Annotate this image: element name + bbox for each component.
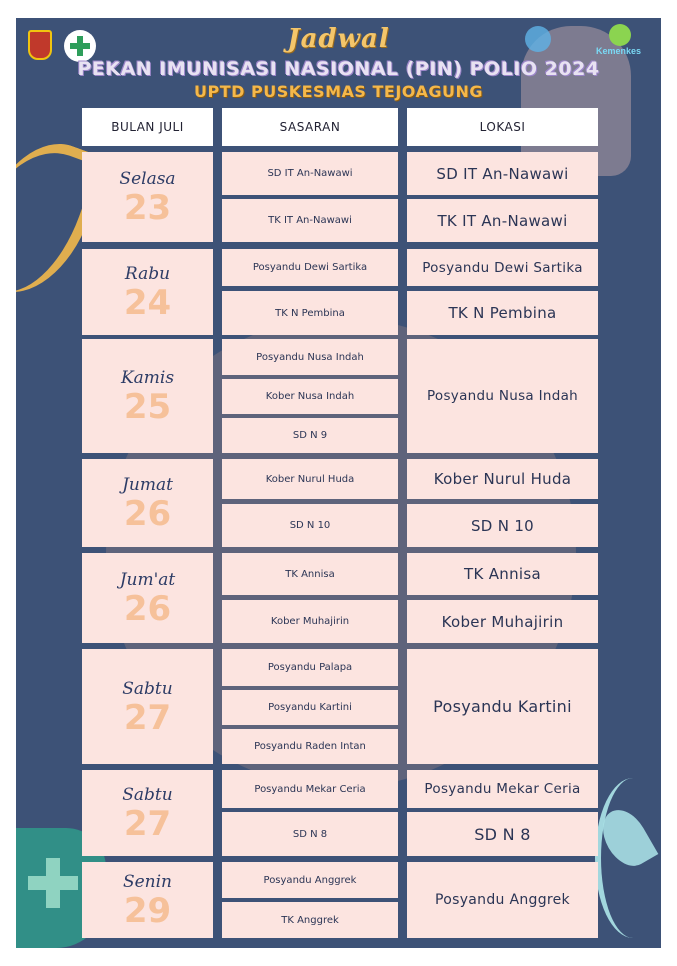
day-date: 26 [123,494,172,534]
day-name: Sabtu [122,785,173,805]
lokasi-cell: SD IT An-Nawawi [407,152,598,195]
lokasi-cell: Posyandu Nusa Indah [407,339,598,453]
lokasi-cell: Posyandu Kartini [407,649,598,764]
lokasi-cell: TK IT An-Nawawi [407,199,598,242]
day-name: Selasa [119,169,176,189]
sub-title: UPTD PUSKESMAS TEJOAGUNG [194,82,483,101]
sasaran-cell: Posyandu Raden Intan [222,729,398,764]
sasaran-cell: TK Annisa [222,553,398,595]
sasaran-cell: Posyandu Nusa Indah [222,339,398,375]
day-name: Jumat [122,475,173,495]
sasaran-cell: TK N Pembina [222,291,398,335]
day-date: 23 [123,188,172,228]
day-date: 27 [123,804,172,844]
sasaran-cell: SD N 8 [222,812,398,856]
lokasi-cell: TK Annisa [407,553,598,595]
lokasi-cell: Posyandu Anggrek [407,862,598,938]
lokasi-cell: TK N Pembina [407,291,598,335]
column-header-lokasi: LOKASI [407,108,598,146]
column-header-month: BULAN JULI [82,108,213,146]
day-name: Rabu [124,264,171,284]
day-name: Jum'at [119,570,176,590]
day-cell [82,649,213,764]
sasaran-cell: Posyandu Mekar Ceria [222,770,398,808]
lokasi-cell: Posyandu Dewi Sartika [407,249,598,286]
plus-icon [28,876,78,890]
sasaran-cell: SD N 9 [222,418,398,453]
lokasi-cell: SD N 8 [407,812,598,856]
lokasi-cell: Posyandu Mekar Ceria [407,770,598,808]
day-date: 25 [123,387,172,427]
sasaran-cell: TK IT An-Nawawi [222,199,398,242]
sasaran-cell: TK Anggrek [222,902,398,938]
sasaran-cell: Posyandu Dewi Sartika [222,249,398,286]
sasaran-cell: SD IT An-Nawawi [222,152,398,195]
day-cell [82,553,213,643]
day-name: Sabtu [122,678,173,699]
sasaran-cell: Posyandu Palapa [222,649,398,686]
sasaran-cell: SD N 10 [222,504,398,547]
sasaran-cell: Kober Nurul Huda [222,459,398,499]
day-name: Kamis [120,368,175,388]
day-date: 29 [123,891,172,931]
lokasi-cell: SD N 10 [407,504,598,547]
column-header-sasaran: SASARAN [222,108,398,146]
day-date: 27 [123,697,172,738]
sasaran-cell: Kober Muhajirin [222,600,398,643]
day-name: Senin [122,872,173,892]
day-cell [82,459,213,547]
poster [16,18,661,948]
sasaran-cell: Posyandu Anggrek [222,862,398,898]
script-title: Jadwal [287,24,390,54]
main-title: PEKAN IMUNISASI NASIONAL (PIN) POLIO 2024 [77,58,600,80]
lokasi-cell: Kober Nurul Huda [407,459,598,499]
day-cell [82,152,213,242]
day-date: 24 [123,283,172,323]
day-date: 26 [123,589,172,629]
lokasi-cell: Kober Muhajirin [407,600,598,643]
day-cell [82,249,213,335]
sasaran-cell: Posyandu Kartini [222,690,398,725]
day-cell [82,770,213,856]
day-cell [82,339,213,453]
sasaran-cell: Kober Nusa Indah [222,379,398,414]
day-cell [82,862,213,938]
kemenkes-label: Kemenkes [595,46,641,56]
